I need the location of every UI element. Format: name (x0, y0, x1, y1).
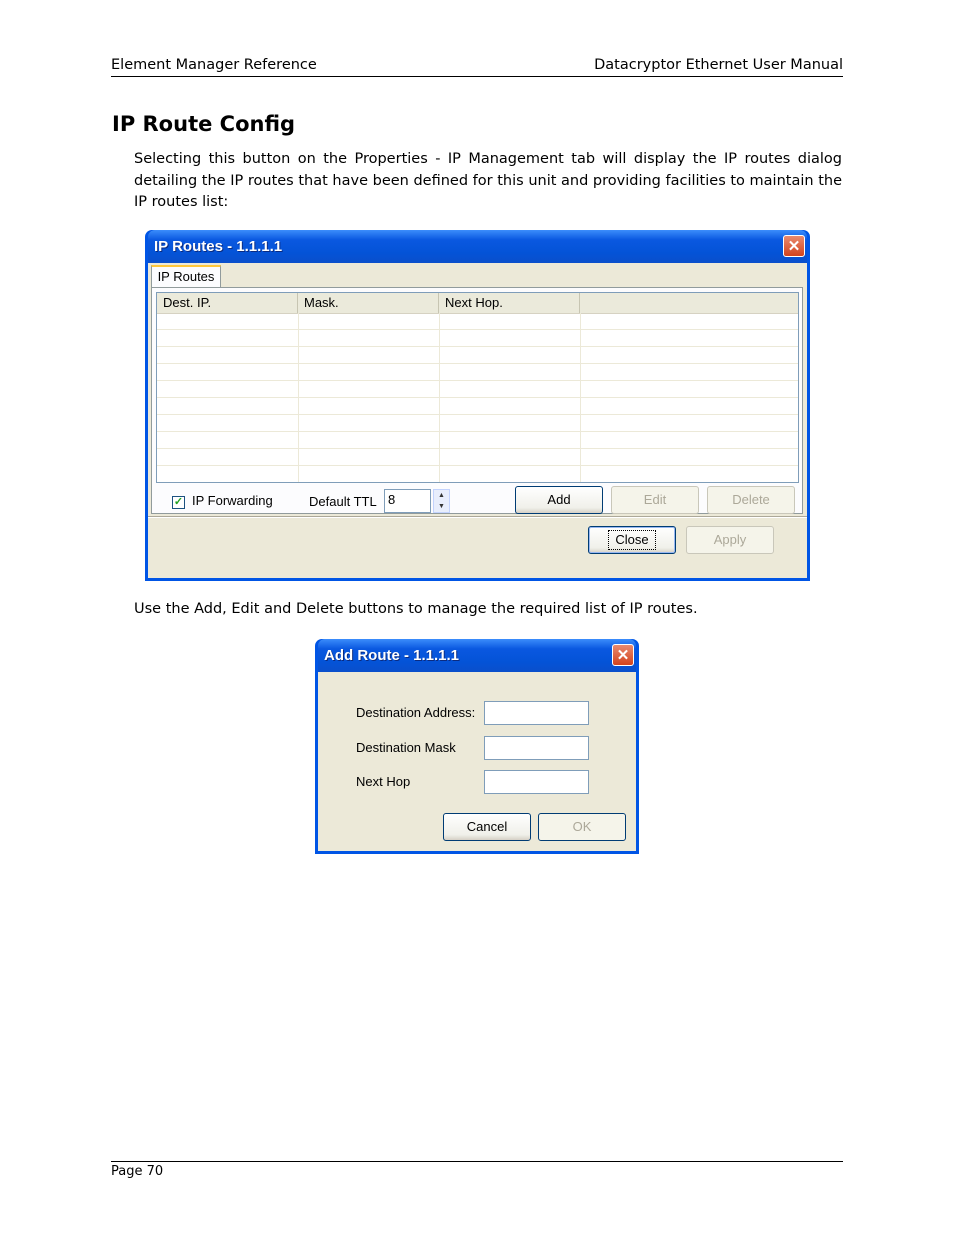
destination-mask-input[interactable] (484, 736, 589, 760)
column-dest-ip[interactable]: Dest. IP. (157, 293, 298, 313)
add-button[interactable]: Add (515, 486, 603, 514)
ip-routes-titlebar[interactable] (148, 230, 807, 263)
ip-forwarding-checkbox[interactable]: ✓ (173, 496, 184, 508)
ok-button[interactable]: OK (538, 813, 626, 841)
table-row (157, 330, 798, 347)
close-icon[interactable]: ✕ (612, 644, 634, 666)
divider (148, 516, 807, 518)
column-next-hop[interactable]: Next Hop. (439, 293, 580, 313)
routes-list-header (157, 293, 798, 314)
apply-button[interactable]: Apply (686, 526, 774, 554)
edit-button[interactable]: Edit (611, 486, 699, 514)
ip-forwarding-label: IP Forwarding (192, 493, 273, 508)
next-hop-label: Next Hop (356, 774, 411, 789)
ip-routes-dialog (145, 230, 810, 581)
add-route-titlebar[interactable] (318, 639, 636, 672)
close-icon[interactable]: ✕ (783, 235, 805, 257)
table-row (157, 347, 798, 364)
destination-mask-label: Destination Mask (356, 740, 456, 755)
ip-routes-title: IP Routes - 1.1.1.1 (154, 238, 283, 255)
close-button-label: Close (608, 530, 655, 550)
instruction-text: Use the Add, Edit and Delete buttons to manage the required list of IP routes. (134, 601, 698, 617)
default-ttl-input[interactable]: 8 (384, 489, 431, 513)
routes-list[interactable] (156, 292, 799, 483)
default-ttl-label: Default TTL (309, 494, 377, 509)
column-mask[interactable]: Mask. (298, 293, 439, 313)
cancel-button[interactable]: Cancel (443, 813, 531, 841)
page-number: Page 70 (111, 1164, 164, 1179)
close-button[interactable] (588, 526, 676, 554)
tab-ip-routes[interactable]: IP Routes (151, 265, 221, 287)
table-row (157, 398, 798, 415)
delete-button[interactable]: Delete (707, 486, 795, 514)
add-route-title: Add Route - 1.1.1.1 (324, 647, 460, 664)
add-route-client (318, 672, 636, 851)
tab-panel (151, 287, 803, 514)
table-row (157, 364, 798, 381)
header-rule (111, 76, 843, 77)
table-row (157, 415, 798, 432)
table-row (157, 381, 798, 398)
next-hop-input[interactable] (484, 770, 589, 794)
add-route-dialog (315, 639, 639, 854)
ttl-spinner[interactable]: ▲ ▼ (433, 489, 450, 513)
table-row (157, 432, 798, 449)
column-blank[interactable] (580, 293, 799, 313)
ip-routes-client (148, 263, 807, 578)
table-row (157, 313, 798, 330)
destination-address-input[interactable] (484, 701, 589, 725)
running-header-right: Datacryptor Ethernet User Manual (594, 57, 843, 73)
running-header-left: Element Manager Reference (111, 57, 317, 73)
section-title: IP Route Config (112, 112, 296, 136)
table-row (157, 449, 798, 466)
footer-rule (111, 1161, 843, 1162)
destination-address-label: Destination Address: (356, 705, 476, 720)
intro-paragraph: Selecting this button on the Properties - IP Management tab will display the IP routes dialog detailing the IP routes that have been defined for this unit and providing facilities to maintain the IP routes list: (134, 151, 842, 210)
